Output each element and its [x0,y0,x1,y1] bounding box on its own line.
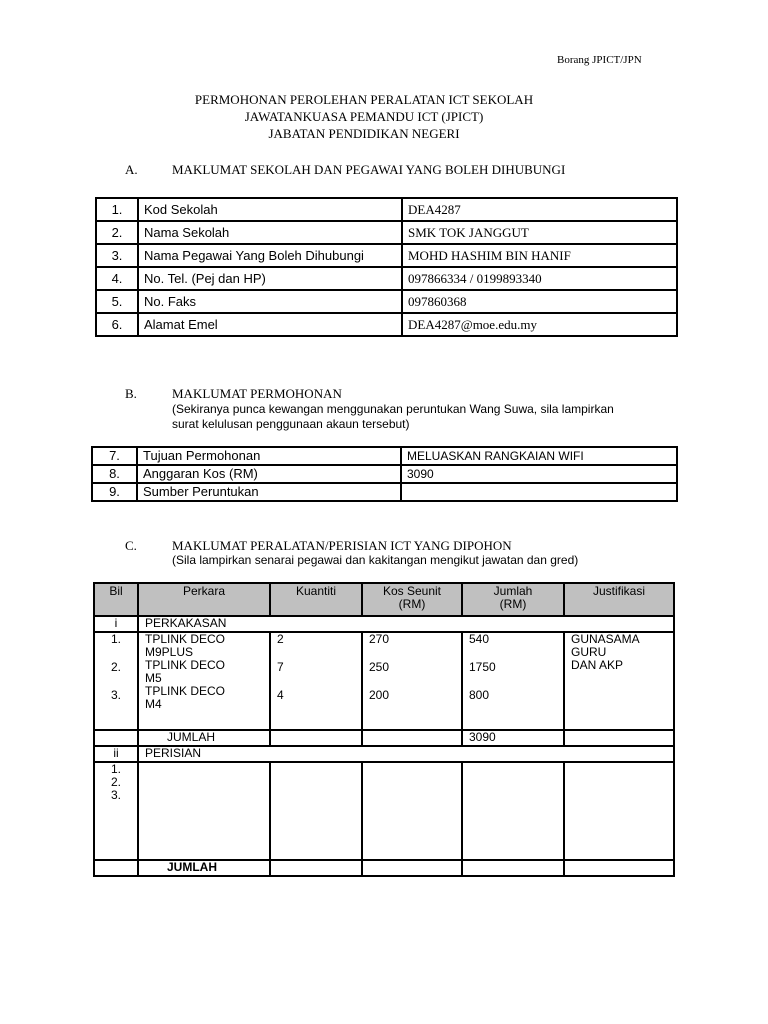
empty-cell [462,762,564,860]
section-b-note-line-2: surat kelulusan penggunaan akaun tersebut) [172,417,410,431]
row-number: 8. [92,465,137,483]
table-row [92,483,677,501]
row-number: 2. [96,221,138,244]
item-totals [462,632,564,730]
section-b-letter: B. [125,386,137,401]
row-label: No. Tel. (Pej dan HP) [138,267,402,290]
empty-cell [270,860,362,876]
category-label: PERISIAN [138,746,674,762]
header-justifikasi: Justifikasi [564,583,674,616]
item-name-model: M4 [145,697,162,711]
item-total: 1750 [469,660,496,674]
section-c-title: MAKLUMAT PERALATAN/PERISIAN ICT YANG DIPOHON [172,538,512,553]
item-number: 1. [110,632,121,646]
empty-cell [362,860,462,876]
item-number: 2. [110,660,121,674]
row-label: Nama Sekolah [138,221,402,244]
table-row [96,267,677,290]
category-row-software [94,746,674,762]
row-value: 3090 [401,465,677,483]
row-number: 6. [96,313,138,336]
row-label: Kod Sekolah [138,198,402,221]
document-titles [0,91,728,142]
category-bil: ii [94,746,138,762]
justification-line-1: GUNASAMA GURU [571,632,640,659]
empty-cell [270,762,362,860]
empty-cell [564,762,674,860]
row-label: No. Faks [138,290,402,313]
empty-cell [564,730,674,746]
item-qty: 2 [277,632,284,646]
item-names [138,632,270,730]
header-kos-seunit [362,583,462,616]
row-label: Alamat Emel [138,313,402,336]
row-value: DEA4287 [402,198,677,221]
item-number: 2. [110,775,121,789]
category-bil: i [94,616,138,632]
header-kos-line-1: Kos Seunit [382,584,442,598]
section-b-title: MAKLUMAT PERMOHONAN [172,386,342,401]
section-a-letter: A. [125,162,138,177]
item-name: TPLINK DECO [145,684,226,698]
table-row [96,290,677,313]
hardware-total-value: 3090 [462,730,564,746]
title-line-1: PERMOHONAN PEROLEHAN PERALATAN ICT SEKOLAH [194,92,534,107]
software-total-label: JUMLAH [138,860,270,876]
form-code: Borang JPICT/JPN [557,54,642,66]
empty-cell [94,860,138,876]
item-name: TPLINK DECO [145,658,226,672]
item-numbers [94,632,138,730]
item-name-model: M5 [145,671,162,685]
school-info-table [95,197,678,337]
item-qty: 7 [277,660,284,674]
table-row [96,221,677,244]
software-total-row [94,860,674,876]
header-jumlah [462,583,564,616]
item-number: 3. [110,788,121,802]
row-number: 5. [96,290,138,313]
header-bil: Bil [94,583,138,616]
table-row [96,313,677,336]
header-kos-line-2: (RM) [398,597,426,611]
section-b-note [172,402,614,432]
row-label: Nama Pegawai Yang Boleh Dihubungi [138,244,402,267]
item-justification [564,632,674,730]
section-a-title: MAKLUMAT SEKOLAH DAN PEGAWAI YANG BOLEH DIHUBUNGI [172,162,566,177]
application-info-table [91,446,678,502]
hardware-total-row [94,730,674,746]
section-b-note-line-1: (Sekiranya punca kewangan menggunakan peruntukan Wang Suwa, sila lampirkan [172,402,614,416]
empty-cell [138,762,270,860]
row-value [401,483,677,501]
header-perkara: Perkara [138,583,270,616]
table-row [96,198,677,221]
empty-cell [362,762,462,860]
row-label: Tujuan Permohonan [137,447,401,465]
software-numbers [94,762,138,860]
table-row [96,244,677,267]
table-row [92,447,677,465]
item-number: 1. [110,762,121,776]
header-jumlah-line-1: Jumlah [493,584,533,598]
item-unit-cost: 200 [369,688,390,702]
item-name-model: M9PLUS [145,645,194,659]
header-jumlah-line-2: (RM) [499,597,527,611]
row-number: 1. [96,198,138,221]
item-total: 540 [469,632,490,646]
row-value: MELUASKAN RANGKAIAN WIFI [401,447,677,465]
empty-cell [564,860,674,876]
item-unit-cost: 270 [369,632,390,646]
row-number: 9. [92,483,137,501]
item-quantities [270,632,362,730]
empty-cell [362,730,462,746]
item-qty: 4 [277,688,284,702]
hardware-items-row [94,632,674,730]
title-line-2: JAWATANKUASA PEMANDU ICT (JPICT) [244,109,484,124]
row-value: 097866334 / 0199893340 [402,267,677,290]
empty-cell [462,860,564,876]
software-items-row [94,762,674,860]
row-value: MOHD HASHIM BIN HANIF [402,244,677,267]
table-header-row [94,583,674,616]
equipment-table [93,582,675,877]
item-unit-cost: 250 [369,660,390,674]
empty-cell [270,730,362,746]
category-label: PERKAKASAN [138,616,674,632]
row-number: 4. [96,267,138,290]
row-value: SMK TOK JANGGUT [402,221,677,244]
category-row-hardware [94,616,674,632]
title-line-3: JABATAN PENDIDIKAN NEGERI [268,126,460,141]
row-number: 3. [96,244,138,267]
item-name: TPLINK DECO [145,632,226,646]
justification-line-2: DAN AKP [571,658,624,672]
table-row [92,465,677,483]
hardware-total-label: JUMLAH [138,730,270,746]
row-value: DEA4287@moe.edu.my [402,313,677,336]
section-c-note: (Sila lampirkan senarai pegawai dan kakitangan mengikut jawatan dan gred) [172,553,579,567]
item-number: 3. [110,688,121,702]
item-unit-costs [362,632,462,730]
item-total: 800 [469,688,490,702]
header-kuantiti: Kuantiti [270,583,362,616]
row-label: Sumber Peruntukan [137,483,401,501]
row-label: Anggaran Kos (RM) [137,465,401,483]
row-number: 7. [92,447,137,465]
section-c-letter: C. [125,538,137,553]
row-value: 097860368 [402,290,677,313]
empty-cell [94,730,138,746]
